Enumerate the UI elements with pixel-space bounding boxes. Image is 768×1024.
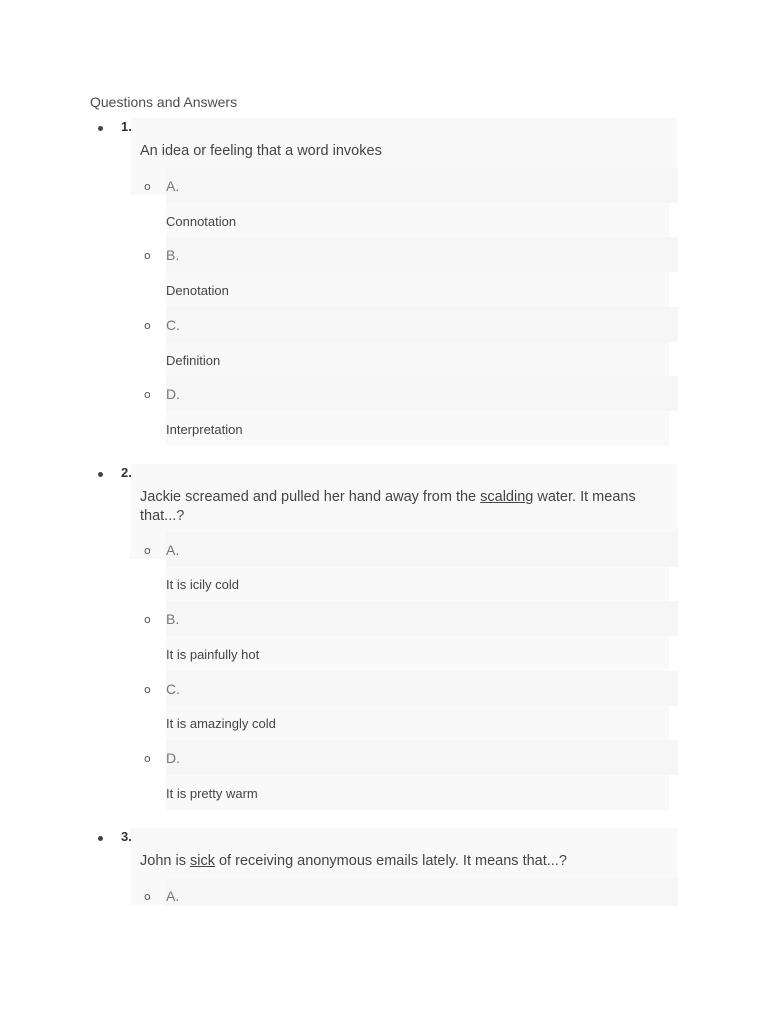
option-answer: It is amazingly cold (166, 716, 276, 731)
option-letter: A. (166, 542, 180, 558)
option-answer: It is pretty warm (166, 786, 258, 801)
hollow-bullet-icon: o (144, 683, 151, 696)
hollow-bullet-icon: o (144, 752, 151, 765)
option-letter: C. (166, 681, 180, 697)
bullet-icon (98, 472, 103, 477)
question-text: John is sick of receiving anonymous emails lately. It means that...? (140, 853, 567, 869)
option-answer: It is painfully hot (166, 647, 260, 662)
option-letter: B. (166, 247, 180, 263)
option-letter: D. (166, 386, 180, 402)
question-number: 1. (121, 119, 132, 134)
option-answer: Interpretation (166, 422, 243, 437)
option-letter: A. (166, 888, 180, 904)
hollow-bullet-icon: o (144, 319, 151, 332)
question-text: An idea or feeling that a word invokes (140, 143, 382, 159)
bullet-icon (98, 836, 103, 841)
hollow-bullet-icon: o (144, 890, 151, 903)
hollow-bullet-icon: o (144, 249, 151, 262)
bullet-icon (98, 126, 103, 131)
option-answer: Definition (166, 353, 221, 368)
question-text: Jackie screamed and pulled her hand away from the scalding water. It means that...? (140, 489, 636, 524)
option-letter: C. (166, 317, 180, 333)
question-number: 2. (121, 465, 132, 480)
option-letter: D. (166, 750, 180, 766)
option-letter: A. (166, 178, 180, 194)
option-answer: Denotation (166, 283, 229, 298)
option-answer: It is icily cold (166, 577, 239, 592)
option-letter: B. (166, 611, 180, 627)
hollow-bullet-icon: o (144, 613, 151, 626)
document-title: Questions and Answers (90, 94, 238, 110)
hollow-bullet-icon: o (144, 388, 151, 401)
option-answer: Connotation (166, 214, 237, 229)
question-number: 3. (121, 829, 132, 844)
hollow-bullet-icon: o (144, 544, 151, 557)
hollow-bullet-icon: o (144, 180, 151, 193)
